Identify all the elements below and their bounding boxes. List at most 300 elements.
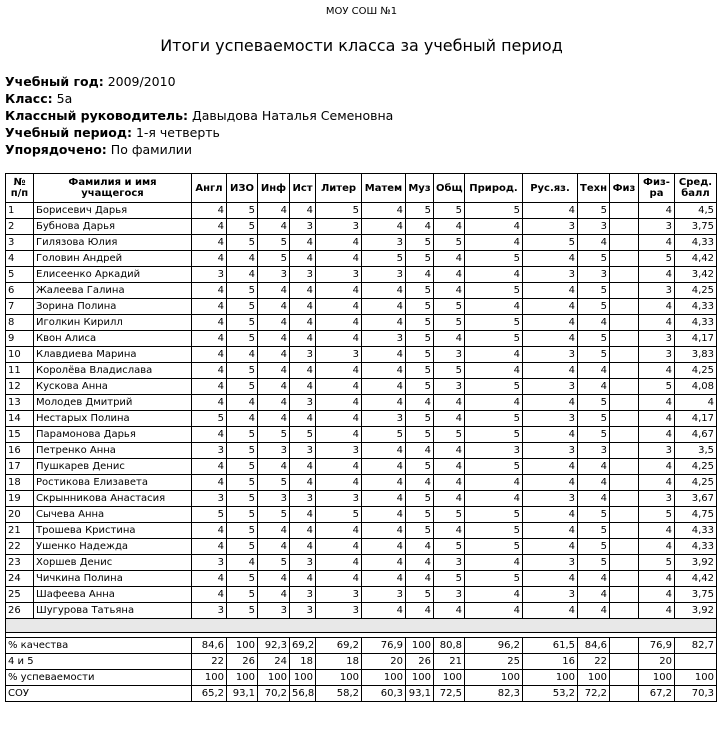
summary-value: 100: [465, 670, 523, 686]
column-header: Инф: [258, 174, 290, 203]
grade-cell: 5: [578, 347, 610, 363]
grade-cell: 4: [258, 347, 290, 363]
grade-cell: 4: [227, 395, 258, 411]
student-name: Скрынникова Анастасия: [34, 491, 192, 507]
grade-cell: 4: [192, 459, 227, 475]
summary-value: 61,5: [523, 638, 578, 654]
student-row: [6, 219, 717, 235]
grade-cell: 5: [362, 251, 406, 267]
grade-cell: 5: [406, 235, 434, 251]
grade-cell: 5: [227, 363, 258, 379]
grade-cell: 4: [362, 299, 406, 315]
student-name: Нестарых Полина: [34, 411, 192, 427]
grade-cell: 5: [406, 347, 434, 363]
grade-cell: 4: [316, 523, 362, 539]
separator-row: [6, 619, 717, 633]
summary-value: 18: [290, 654, 316, 670]
summary-value: [610, 638, 639, 654]
summary-value: 67,2: [639, 686, 675, 702]
row-number: 8: [6, 315, 34, 331]
grade-cell: 5: [227, 603, 258, 619]
grade-cell: [610, 507, 639, 523]
grade-cell: 4: [523, 395, 578, 411]
grade-cell: 5: [227, 283, 258, 299]
grade-cell: 4: [192, 539, 227, 555]
row-number: 15: [6, 427, 34, 443]
student-name: Королёва Владислава: [34, 363, 192, 379]
student-row: [6, 443, 717, 459]
grade-cell: 5: [227, 571, 258, 587]
grade-cell: 3: [639, 347, 675, 363]
grade-cell: [610, 315, 639, 331]
grade-cell: 4: [362, 491, 406, 507]
grade-cell: 4: [290, 203, 316, 219]
grade-cell: 3: [192, 603, 227, 619]
grade-cell: 3: [523, 219, 578, 235]
grade-cell: 4: [434, 395, 465, 411]
grade-cell: 4: [192, 331, 227, 347]
student-row: [6, 475, 717, 491]
student-row: [6, 555, 717, 571]
grade-cell: 5: [578, 395, 610, 411]
student-name: Парамонова Дарья: [34, 427, 192, 443]
grade-cell: 4: [192, 379, 227, 395]
grade-cell: 4: [434, 283, 465, 299]
grade-cell: 4: [639, 459, 675, 475]
student-name: Зорина Полина: [34, 299, 192, 315]
student-name: Гилязова Юлия: [34, 235, 192, 251]
grade-cell: 5: [465, 251, 523, 267]
grade-cell: 4: [406, 443, 434, 459]
row-number: 9: [6, 331, 34, 347]
student-row: [6, 491, 717, 507]
grade-cell: 5: [465, 203, 523, 219]
grade-cell: 5: [258, 427, 290, 443]
grade-cell: 4: [465, 395, 523, 411]
row-number: 24: [6, 571, 34, 587]
student-row: [6, 587, 717, 603]
grade-cell: 4: [290, 299, 316, 315]
grade-cell: 4: [362, 315, 406, 331]
row-number: 1: [6, 203, 34, 219]
student-name: Ростикова Елизавета: [34, 475, 192, 491]
grade-cell: 4: [362, 283, 406, 299]
grade-cell: 3: [290, 347, 316, 363]
grade-cell: 3: [316, 587, 362, 603]
summary-value: 70,2: [258, 686, 290, 702]
summary-value: 21: [434, 654, 465, 670]
summary-value: 96,2: [465, 638, 523, 654]
summary-value: 70,3: [675, 686, 717, 702]
grade-cell: 5: [227, 299, 258, 315]
grade-cell: 5: [406, 283, 434, 299]
grade-cell: [610, 363, 639, 379]
grade-cell: 5: [434, 539, 465, 555]
grade-cell: [610, 219, 639, 235]
student-name: Пушкарев Денис: [34, 459, 192, 475]
student-name: Жалеева Галина: [34, 283, 192, 299]
student-row: [6, 395, 717, 411]
grade-cell: 4: [434, 251, 465, 267]
grade-cell: 3: [290, 603, 316, 619]
grade-cell: 4,08: [675, 379, 717, 395]
grade-cell: 4: [639, 315, 675, 331]
grade-cell: 4: [192, 283, 227, 299]
row-number: 25: [6, 587, 34, 603]
grade-cell: 3: [290, 491, 316, 507]
grade-cell: 4: [316, 459, 362, 475]
summary-value: 22: [192, 654, 227, 670]
grade-cell: 4: [675, 395, 717, 411]
grade-cell: 4: [227, 555, 258, 571]
student-name: Трошева Кристина: [34, 523, 192, 539]
grade-cell: 4: [406, 603, 434, 619]
grade-cell: 5: [578, 555, 610, 571]
row-number: 22: [6, 539, 34, 555]
grade-cell: 5: [578, 411, 610, 427]
grade-cell: 3: [258, 491, 290, 507]
summary-value: 100: [316, 670, 362, 686]
grade-cell: [610, 571, 639, 587]
grade-cell: 4: [316, 475, 362, 491]
grade-cell: 4: [523, 523, 578, 539]
grade-cell: 4: [523, 571, 578, 587]
row-number: 5: [6, 267, 34, 283]
grade-cell: 4: [434, 523, 465, 539]
grade-cell: [610, 347, 639, 363]
grade-cell: 4,42: [675, 571, 717, 587]
grade-cell: 5: [227, 587, 258, 603]
summary-value: 100: [227, 638, 258, 654]
column-header: Физ-ра: [639, 174, 675, 203]
grade-cell: 5: [227, 315, 258, 331]
column-header: Техн: [578, 174, 610, 203]
column-header: Матем: [362, 174, 406, 203]
grade-cell: 4: [639, 411, 675, 427]
grade-cell: 3: [290, 587, 316, 603]
grade-cell: 3: [290, 267, 316, 283]
grade-cell: 5: [639, 555, 675, 571]
student-name: Хоршев Денис: [34, 555, 192, 571]
grade-cell: 4: [578, 363, 610, 379]
grade-cell: 5: [227, 539, 258, 555]
column-header: Общ: [434, 174, 465, 203]
grade-cell: [610, 203, 639, 219]
grade-cell: 4: [465, 219, 523, 235]
column-header: Ист: [290, 174, 316, 203]
grade-cell: 5: [406, 203, 434, 219]
info-class: Класс: 5а: [5, 91, 73, 106]
grade-cell: 5: [434, 315, 465, 331]
summary-value: 26: [227, 654, 258, 670]
summary-value: [610, 654, 639, 670]
grade-cell: 3: [434, 347, 465, 363]
grade-cell: 4: [639, 571, 675, 587]
grade-cell: 5: [227, 475, 258, 491]
grade-cell: 4: [192, 235, 227, 251]
grade-cell: 4,17: [675, 331, 717, 347]
grade-cell: 3: [258, 443, 290, 459]
grade-cell: 3: [434, 379, 465, 395]
grade-cell: 5: [639, 379, 675, 395]
grade-cell: 4: [258, 219, 290, 235]
grade-cell: 5: [465, 571, 523, 587]
grade-cell: [610, 379, 639, 395]
summary-value: 16: [523, 654, 578, 670]
grade-cell: 4: [192, 523, 227, 539]
school-name: МОУ СОШ №1: [325, 6, 398, 17]
row-number: 20: [6, 507, 34, 523]
summary-value: 84,6: [192, 638, 227, 654]
grade-cell: 5: [192, 411, 227, 427]
grade-cell: 4: [523, 459, 578, 475]
column-header: Природ.: [465, 174, 523, 203]
grade-cell: [610, 523, 639, 539]
grade-cell: 3,92: [675, 555, 717, 571]
grade-cell: [610, 587, 639, 603]
grade-cell: 4: [578, 587, 610, 603]
grade-cell: 5: [406, 379, 434, 395]
grade-cell: 3: [639, 491, 675, 507]
grade-cell: 3: [316, 603, 362, 619]
grade-cell: 4: [434, 603, 465, 619]
grade-cell: 3,92: [675, 603, 717, 619]
grade-cell: 4: [639, 427, 675, 443]
grade-cell: 5: [406, 587, 434, 603]
grade-cell: 4: [639, 475, 675, 491]
grade-cell: 4: [192, 347, 227, 363]
grade-cell: 4: [192, 219, 227, 235]
grade-cell: 5: [192, 507, 227, 523]
summary-value: 82,3: [465, 686, 523, 702]
grade-cell: 4: [362, 539, 406, 555]
grade-cell: 5: [465, 459, 523, 475]
row-number: 12: [6, 379, 34, 395]
grade-cell: 5: [406, 507, 434, 523]
grade-cell: [610, 299, 639, 315]
grade-cell: 4: [316, 235, 362, 251]
grade-cell: 5: [434, 299, 465, 315]
grade-cell: 4: [316, 395, 362, 411]
row-number: 23: [6, 555, 34, 571]
grade-cell: 5: [465, 523, 523, 539]
grade-cell: 3,67: [675, 491, 717, 507]
grade-cell: 5: [578, 427, 610, 443]
summary-value: 80,8: [434, 638, 465, 654]
grade-cell: 5: [578, 283, 610, 299]
grade-cell: 4: [192, 299, 227, 315]
grade-cell: 4: [290, 411, 316, 427]
summary-value: 53,2: [523, 686, 578, 702]
grade-cell: 4: [290, 475, 316, 491]
grade-cell: 5: [578, 203, 610, 219]
student-row: [6, 203, 717, 219]
student-name: Шафеева Анна: [34, 587, 192, 603]
row-number: 13: [6, 395, 34, 411]
grade-cell: 5: [465, 331, 523, 347]
grade-cell: 5: [639, 251, 675, 267]
grade-cell: 4: [578, 379, 610, 395]
grade-cell: 4: [523, 331, 578, 347]
grade-cell: 3: [362, 411, 406, 427]
grade-cell: 5: [465, 411, 523, 427]
grade-cell: 3: [258, 267, 290, 283]
grade-cell: 5: [290, 427, 316, 443]
summary-value: 76,9: [362, 638, 406, 654]
grade-cell: 4: [639, 587, 675, 603]
grade-cell: 3: [290, 219, 316, 235]
grade-cell: 4: [639, 299, 675, 315]
grade-cell: [610, 235, 639, 251]
grade-cell: 5: [465, 427, 523, 443]
summary-value: 76,9: [639, 638, 675, 654]
student-row: [6, 411, 717, 427]
row-number: 21: [6, 523, 34, 539]
student-row: [6, 523, 717, 539]
row-number: 10: [6, 347, 34, 363]
grade-cell: 4,25: [675, 283, 717, 299]
grade-cell: 4: [290, 251, 316, 267]
column-header: Сред. балл: [675, 174, 717, 203]
grade-cell: 5: [578, 507, 610, 523]
grade-cell: 3: [639, 443, 675, 459]
grade-cell: 3: [465, 443, 523, 459]
grade-cell: 4: [639, 603, 675, 619]
grade-cell: 4: [192, 251, 227, 267]
grade-cell: 5: [434, 363, 465, 379]
grade-cell: 4: [523, 363, 578, 379]
report-info: [5, 73, 393, 158]
grade-cell: 4: [258, 363, 290, 379]
grade-cell: 5: [406, 315, 434, 331]
grade-cell: 4: [290, 523, 316, 539]
grade-cell: 3,42: [675, 267, 717, 283]
grade-cell: 5: [227, 443, 258, 459]
grade-cell: 4,33: [675, 235, 717, 251]
grade-cell: 4: [258, 203, 290, 219]
grade-cell: [610, 539, 639, 555]
grade-cell: 3: [258, 603, 290, 619]
student-row: [6, 315, 717, 331]
info-period: Учебный период: 1-я четверть: [5, 125, 220, 140]
grade-cell: 3: [362, 267, 406, 283]
grade-cell: 3: [362, 235, 406, 251]
grade-cell: 4: [362, 459, 406, 475]
grade-cell: 3: [523, 491, 578, 507]
student-name: Кускова Анна: [34, 379, 192, 395]
grade-cell: 5: [578, 539, 610, 555]
grade-cell: 3: [434, 555, 465, 571]
grade-cell: 4: [578, 571, 610, 587]
student-name: Елисеенко Аркадий: [34, 267, 192, 283]
grade-cell: 4: [290, 331, 316, 347]
grade-cell: 4: [290, 283, 316, 299]
grade-cell: 5: [639, 507, 675, 523]
grade-cell: 4: [523, 203, 578, 219]
grade-cell: 4,33: [675, 299, 717, 315]
grade-cell: 4: [523, 603, 578, 619]
grade-cell: 5: [227, 235, 258, 251]
grade-cell: [610, 395, 639, 411]
grade-cell: [610, 555, 639, 571]
grade-cell: 3: [192, 555, 227, 571]
grades-body: [6, 203, 717, 702]
student-row: [6, 283, 717, 299]
grade-cell: 4: [434, 443, 465, 459]
grade-cell: 4,25: [675, 363, 717, 379]
summary-value: 93,1: [227, 686, 258, 702]
grade-cell: 5: [406, 251, 434, 267]
summary-label: 4 и 5: [6, 654, 192, 670]
grade-cell: 4: [578, 475, 610, 491]
grade-cell: 4: [227, 347, 258, 363]
summary-row: [6, 670, 717, 686]
grade-cell: 4: [434, 331, 465, 347]
grade-cell: 3: [523, 347, 578, 363]
student-row: [6, 347, 717, 363]
grade-cell: 4: [258, 539, 290, 555]
grades-table: [5, 173, 717, 702]
student-name: Чичкина Полина: [34, 571, 192, 587]
grade-cell: 4: [434, 267, 465, 283]
grade-cell: 5: [227, 219, 258, 235]
student-row: [6, 251, 717, 267]
grade-cell: 3: [362, 587, 406, 603]
student-name: Иголкин Кирилл: [34, 315, 192, 331]
separator-cell: [6, 619, 717, 633]
student-row: [6, 379, 717, 395]
row-number: 11: [6, 363, 34, 379]
grade-cell: [610, 267, 639, 283]
grade-cell: 4: [434, 459, 465, 475]
grade-cell: 4: [465, 363, 523, 379]
grade-cell: 4: [639, 267, 675, 283]
grade-cell: [610, 427, 639, 443]
student-name: Молодев Дмитрий: [34, 395, 192, 411]
grade-cell: 4: [523, 283, 578, 299]
grade-cell: 4: [639, 539, 675, 555]
grade-cell: 4: [362, 395, 406, 411]
grade-cell: 4: [523, 507, 578, 523]
grade-cell: 5: [465, 539, 523, 555]
grade-cell: 5: [406, 427, 434, 443]
grade-cell: 5: [316, 507, 362, 523]
grade-cell: 4: [523, 315, 578, 331]
grade-cell: 4: [465, 475, 523, 491]
grade-cell: 4: [362, 219, 406, 235]
grade-cell: 4: [290, 507, 316, 523]
student-name: Шугурова Татьяна: [34, 603, 192, 619]
grade-cell: 4: [290, 539, 316, 555]
grade-cell: 4: [362, 443, 406, 459]
grade-cell: 3: [290, 395, 316, 411]
grade-cell: [610, 491, 639, 507]
row-number: 4: [6, 251, 34, 267]
summary-value: 92,3: [258, 638, 290, 654]
grade-cell: [610, 251, 639, 267]
student-name: Бубнова Дарья: [34, 219, 192, 235]
header-row: [6, 174, 717, 203]
grade-cell: 5: [227, 379, 258, 395]
grade-cell: 4,33: [675, 539, 717, 555]
grade-cell: 4: [258, 395, 290, 411]
grade-cell: 3: [316, 491, 362, 507]
summary-value: 84,6: [578, 638, 610, 654]
grade-cell: 4: [434, 475, 465, 491]
grade-cell: 5: [406, 523, 434, 539]
grade-cell: 4: [578, 603, 610, 619]
grade-cell: 5: [523, 235, 578, 251]
